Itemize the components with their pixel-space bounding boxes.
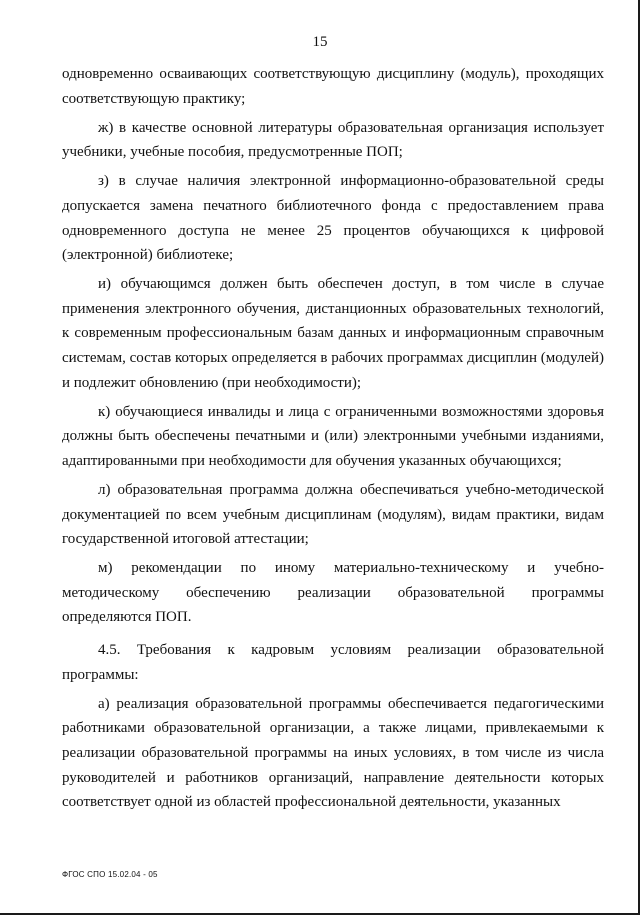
paragraph-i: и) обучающимся должен быть обеспечен доступ, в том числе в случае применения электронного обучения, дистанционных образовательных технологий, к современным профессиональным базам данных и информационным справочным системам, состав которых определяется в рабочих программах дисциплин (модулей) и подлежит обновлению (при необходимости); <box>62 276 604 391</box>
page-number: 15 <box>312 34 328 50</box>
paragraph-m: м) рекомендации по иному материально-техническому и учебно-методическому обеспечению реализации образовательной программы определяются ПОП. <box>62 560 604 626</box>
paragraph-z: з) в случае наличия электронной информационно-образовательной среды допускается замена печатного библиотечного фонда с предоставлением права одновременного доступа не менее 25 процентов обучающихся к цифровой (электронной) библиотеке; <box>62 173 604 264</box>
paragraph-a: а) реализация образовательной программы обеспечивается педагогическими работниками образовательной организации, а также лицами, привлекаемыми к реализации образовательной программы на иных условиях, в том числе из числа руководителей и работников организаций, направление деятельности которых соответствует одной из областей профессиональной деятельности, указанных <box>62 695 604 811</box>
paragraph-continuation: одновременно осваивающих соответствующую дисциплину (модуль), проходящих соответствующую практику; <box>62 66 604 107</box>
document-footer: ФГОС СПО 15.02.04 - 05 <box>62 870 158 879</box>
section-heading-4-5: 4.5. Требования к кадровым условиям реализации образовательной программы: <box>62 642 604 683</box>
paragraph-zh: ж) в качестве основной литературы образовательная организация использует учебники, учебные пособия, предусмотренные ПОП; <box>62 119 604 161</box>
document-body <box>62 62 604 819</box>
paragraph-l: л) образовательная программа должна обеспечиваться учебно-методической документацией по всем учебным дисциплинам (модулям), видам практики, видам государственной итоговой аттестации; <box>62 482 604 548</box>
paragraph-k: к) обучающиеся инвалиды и лица с ограниченными возможностями здоровья должны быть обеспечены печатными и (или) электронными учебными изданиями, адаптированными при необходимости для обучения указанных обучающихся; <box>62 403 604 469</box>
